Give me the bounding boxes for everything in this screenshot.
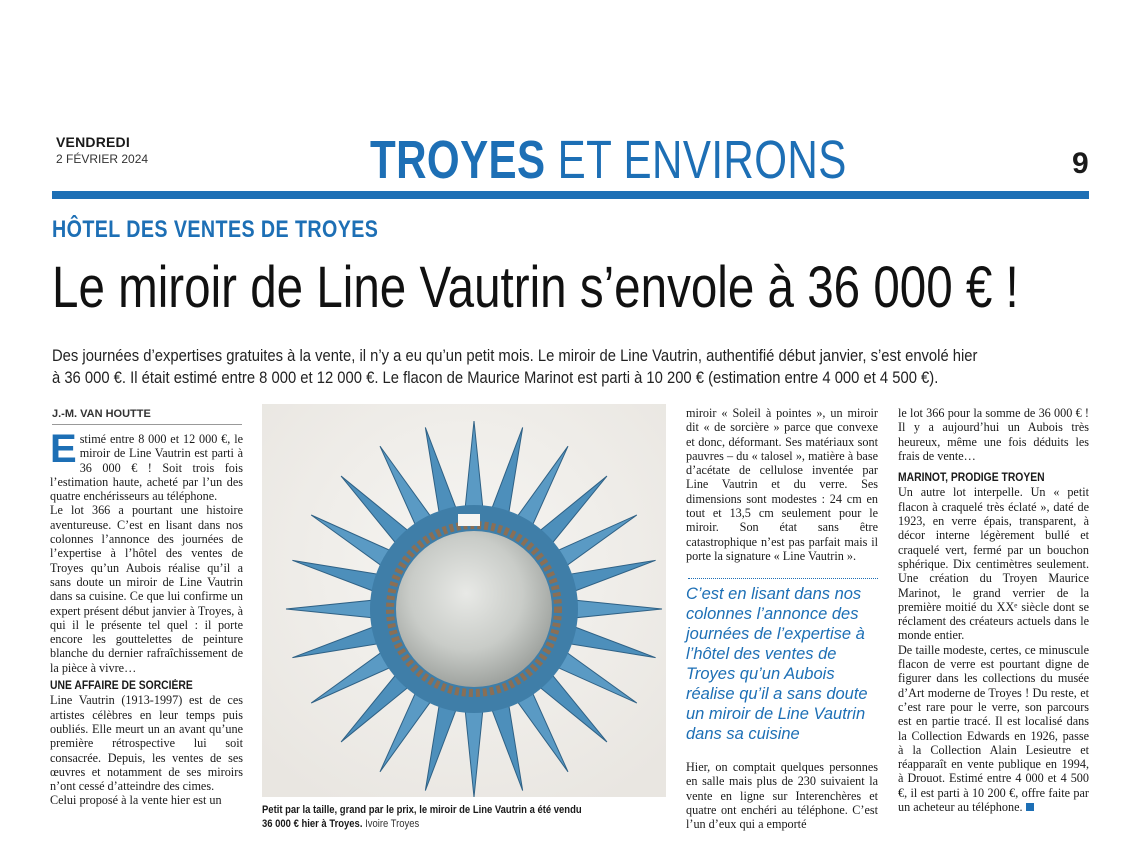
article-chapo [52,345,1026,389]
paragraph-intro [50,427,243,504]
pullquote-rule [688,578,878,579]
article-column-4 [898,406,1089,814]
byline-rule [52,424,242,425]
subheading-marinot: MARINOT, PRODIGE TROYEN [898,472,1045,485]
header-rule [52,191,1089,199]
caption-line-2 [262,817,615,831]
byline: J.-M. VAN HOUTTE [52,408,151,420]
edition-date: 2 FÉVRIER 2024 [56,152,149,166]
drop-cap: E [50,427,77,471]
article-column-3 [686,406,878,563]
chapo-line-1: Des journées d’expertises gratuites à la vente, il n’y a eu qu’un petit mois. Le miroir de Line Vautrin, authentifié début janvier, s’est envolé hier [52,346,978,365]
article-column-1 [50,427,243,808]
sun-mirror-image [262,404,666,797]
section-title-rest: ET ENVIRONS [545,130,847,190]
paragraph: le lot 366 pour la somme de 36 000 € ! Il y a aujourd’hui un Aubois très heureux, même une fois déduits les frais de vente… [898,406,1089,463]
paragraph: miroir « Soleil à pointes », un miroir dit « de sorcière » parce que convexe et donc, déformant. Ses matériaux sont pauvres – du « talosel », matière à base d’acétate de cellulose inventée par Line Vautrin et du verre. Ses dimensions sont modestes : 24 cm en tout et 13,5 cm seulement pour le miroir. Son état sans être catastrophique n’est pas parfait mais il porte la signature « Line Vautrin ». [686,406,878,563]
section-title [370,130,847,190]
article-column-3-bottom [686,760,878,831]
section-title-bold: TROYES [370,130,546,190]
paragraph: Un autre lot interpelle. Un « petit flacon à craquelé très éclaté », daté de 1923, en verre épais, transparent, à décor interne légèrement bullé et craquelé vert, fermé par un bouchon sphérique. Dix centimètres seulement. Une création du Troyen Maurice Marinot, le grand verrier de la première moitié du XXᵉ siècle dont se réclament des créateurs actuels dans le monde entier. [898,485,1089,643]
paragraph: Hier, on comptait quelques personnes en salle mais plus de 230 suivaient la vente en ligne sur Interenchères et quatre ont enchéri au téléphone. C’est l’un d’eux qui a emporté [686,760,878,832]
page-number: 9 [1072,147,1089,180]
photo-credit: Ivoire Troyes [365,818,420,830]
caption-text-2: 36 000 € hier à Troyes. [262,818,363,830]
paragraph: Le lot 366 a pourtant une histoire aventureuse. C’est en lisant dans nos colonnes l’annonce des journées de l’expertise à l’hôtel des ventes de Troyes qu’un Aubois réalise qu’il a sans doute un miroir de Line Vautrin dans sa cuisine. Ce que lui confirme un expert présent début janvier à Troyes, à qui il le présente tel quel : il porte encore les gouttelettes de peinture blanche du dernier rafraîchissement de la pièce à vivre… [50,503,243,675]
end-mark-icon [1026,803,1034,811]
photo-caption [262,803,615,831]
article-kicker: HÔTEL DES VENTES DE TROYES [52,216,379,243]
edition-day: VENDREDI [56,134,130,150]
paragraph: Celui proposé à la vente hier est un [50,793,222,808]
subheading-sorciere: UNE AFFAIRE DE SORCIÈRE [50,680,193,693]
paragraph-final [898,643,1089,815]
caption-text: Petit par la taille, grand par le prix, le miroir de Line Vautrin a été vendu [262,804,582,816]
chapo-line-2: à 36 000 €. Il était estimé entre 8 000 et 12 000 €. Le flacon de Maurice Marinot est parti à 10 200 € (estimation entre 4 000 et 4 500 €). [52,368,939,387]
mirror-label [458,514,480,526]
mirror-photo [262,404,666,797]
paragraph-final-text: De taille modeste, certes, ce minuscule flacon de verre est pourtant digne de figurer dans les collections du musée d’Art moderne de Troyes ! Du reste, et c’est rare pour le verre, son parcours est en partie tracé. Il est localisé dans la Collection Edwards en 1926, passe à la Collection Alain Lesieutre et réapparaît en vente publique en 1994, à Drouot. Estimé entre 4 000 et 4 500 €, il est parti à 10 200 €, offre faite par un acheteur au téléphone. [898,642,1089,815]
pullquote: C’est en lisant dans nos colonnes l’annonce des journées de l’expertise à l’hôtel des ventes de Troyes qu’un Aubois réalise qu’il a sans doute un miroir de Line Vautrin dans sa cuisine [686,585,868,743]
paragraph-intro-text: stimé entre 8 000 et 12 000 €, le miroir de Line Vautrin est parti à 36 000 € ! Soit trois fois l’estimation haute, acheté par l’un des quatre enchérisseurs au téléphone. [50,432,243,504]
article-headline: Le miroir de Line Vautrin s’envole à 36 000 € ! [52,255,1019,320]
paragraph: Line Vautrin (1913-1997) est de ces artistes célèbres en leur temps puis oubliés. Elle meurt un an avant qu’une première rétrospective lui soit consacrée. Depuis, les ventes de ses œuvres et notamment de ses miroirs n’ont cessé d’atteindre des cimes. [50,693,243,794]
caption-line-1 [262,803,615,817]
mirror-glass [396,531,552,687]
